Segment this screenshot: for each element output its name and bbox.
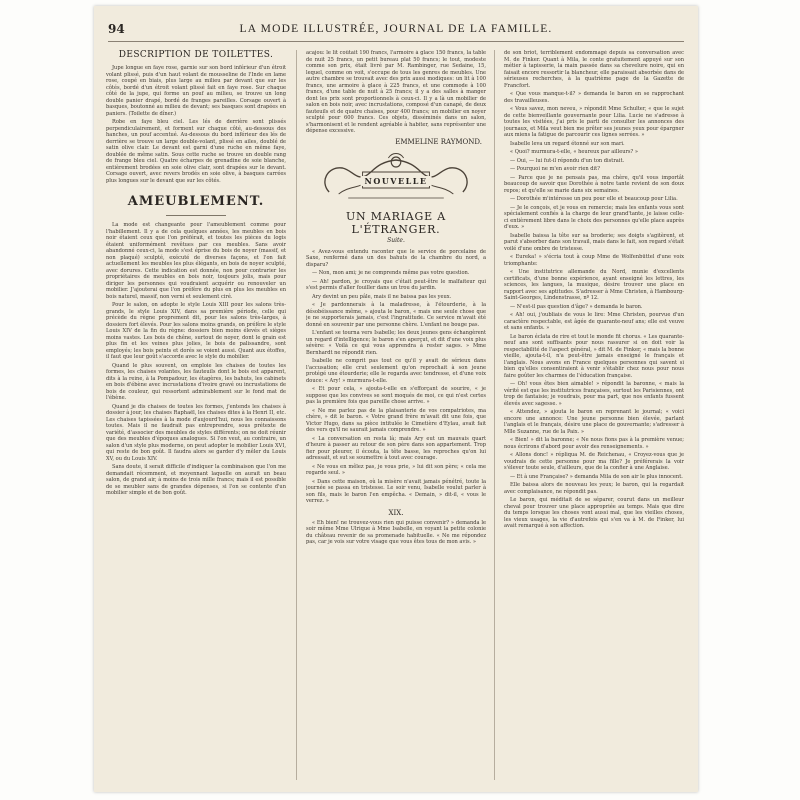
paragraph: La mode est changeante pour l'ameublement comme pour l'habillement. Il y a de cela quelques années, les meubles en bois noir étaient ceux que l'on préférait, et toutes les pièces du logis étaient uniformément revêtues par ces meubles. Sans avoir abandonné ceux-ci, la mode s'est éprise du bois de noyer (massif, et non plaqué) sculpté, exécuté de diverses façons, et l'on fait actuellement les meubles les plus élégants, en bois de noyer sculpté, avec dorures. Cette indication est donnée, non pour contrarier les propriétaires de meubles en bois noir, toujours jolis, mais pour diriger les personnes qui voudraient acquérir ou renouveler un mobilier. J'ajouterai que l'on préfère du plus en plus les meubles en bois naturel, massif, non verni et seulement ciré. (106, 222, 286, 300)
running-header (108, 21, 684, 42)
paragraph: « Bien! » dit la baronne; « Ne nous fions pas à la première venue; nous écrirons d'abord pour avoir des renseignements. » (504, 437, 684, 450)
page-number: 94 (108, 22, 125, 36)
paragraph: Isabelle ne comprit pas tout ce qu'il y avait de sérieux dans l'accusation; elle crut seulement qu'on reprochait à son jeune protégé une étourderie; elle le regarda avec tendresse, et d'une voix douce: « Ary! » murmura-t-elle. (306, 358, 486, 384)
paragraph: de son briot, terriblement endommagé depuis sa conversation avec M. de Finker. Quant à Mila, le conte gratuitement appuyé sur son métier à tapisserie, la main passée dans sa chevelure noire, qui en faisait encore ressortir la blancheur, elle paraissait absorbée dans de sérieuses recherches, à la quatrième page de la Gazette de Francfort. (504, 50, 684, 89)
paragraph: Isabelle baissa la tête sur sa broderie; ses doigts s'agitèrent, et parut s'absorber dans son travail, mais dans le fait, son regard s'était voilé d'une ombre de tristesse. (504, 232, 684, 252)
vignette-label: NOUVELLE (361, 176, 432, 186)
author-signature: EMMELINE RAYMOND. (395, 137, 482, 146)
paragraph: Ary devint un peu pâle, mais il ne baissa pas les yeux. (312, 293, 452, 300)
paragraph: « La conversation en resta là; mais Ary eut un mauvais quart d'heure à passer au retour de son père dans son appartement. Trop fier pour pleurer, il écouta, la tête basse, les reproches qu'on lui adressait, et sut se soumettre à tout avec courage. (306, 435, 486, 461)
paragraph: « Que vous manque-t-il? » demanda le baron en se rapprochant des travailleuses. (504, 91, 684, 104)
paragraph: « Ne me parlez pas de la plaisanterie de vos compatriotes, ma chère, » dit le baron. « Votre grand frère m'avait dit une fois, que Victor Hugo, dans sa pièce intitulée le Cimetière d'Eylau, avait fait des vers qu'il ne saurait jamais comprendre. » (306, 407, 486, 433)
paragraph: Isabelle leva un regard étonné sur son mari. (510, 140, 625, 147)
paragraph: Jupe longue en faye rose, garnie sur son bord inférieur d'un étroit volant plissé, puis d'un haut volant de mousseline de l'Inde en lame rose, coupé en biais, plus large au milieu par devant que sur les côtés, bordé d'un étroit volant plissé fait en faye rose. Sur chaque côté de la jupe, qui forme un pouf au milieu, se trouve un long double panier drapé, bordé de franges pareilles. Corsage ouvert à basques, boutonné au milieu de devant; ses basques sont drapées en paniers. (Toilette de dîner.) (106, 65, 286, 117)
column-1 (106, 50, 286, 782)
section-rule (166, 215, 226, 216)
paragraph: « Ah! oui, j'oubliais de vous le lire: Mme Christen, pourvue d'un caractère respectable, est âgée de quarante-neuf ans; elle est veuve et sans enfants. » (504, 312, 684, 331)
paragraph: — Oui, — lui fut-il répondu d'un ton distrait. (510, 157, 625, 164)
paragraph: — Pourquoi ne m'en avoir rien dit? (510, 166, 600, 172)
section-title-toilettes: DESCRIPTION DE TOILETTES. (118, 50, 274, 60)
column-divider (494, 50, 495, 780)
section-title-ameublement: AMEUBLEMENT. (127, 194, 265, 209)
paragraph: L'enfant se tourna vers Isabelle; les deux jeunes gens échangèrent un regard d'intelligence; le baron s'en aperçut, et dit d'une voix plus sévère: « Voilà ce qui vous apprendra à rester sages. » Mme Bernhardt ne répondit rien. (306, 330, 486, 356)
story-continued: Suite. (387, 236, 405, 244)
paragraph: « Vous savez, mon neveu, » répondit Mme Schulter, « que le sujet de cette bienveillante gouvernante pour Lilia. Lucie ne s'adresse à toutes les visitées, j'ai pris le parti de consulter les annonces des journaux, et Mila veut bien me prêter ses jeunes yeux pour épargner aux miens la fatigue de parcourir ces lignes serrées. » (504, 106, 684, 138)
paragraph: Le baron, qui méditait de se séparer, courut dans un meilleur cheval pour trouver une place appropriée au temps. Mais que dire du temps lorsque les choses vont aussi mal, que les vieilles choses, les vieux usages, la vie d'autrefois qui s'en va à M. de Finker, lui avait remarqué à son affection. (504, 497, 684, 529)
paragraph: Robe en faye bleu ciel. Les lés de derrière sont plissés perpendiculairement, et forment sur chaque côté, au-dessous des hanches, un pouf accentué. Au-dessous du bord inférieur des lés de derrière se trouve un large double-volant, plissé en ailes, doublé de satin olive clair. Le devant est garni d'une ruche en même faye, doublée de même satin. Sous cette ruche se trouve un double rang de frange bleu ciel. Quatre écharpes de grenadine de soie blanche, entièrement brodées en soie olive clair, sont drapées sur le devant. Corsage ouvert, avec revers brodés en soie olive, à basques carrées plus longues sur le devant que sur les côtés. (106, 119, 286, 184)
paragraph: — Non, mon ami; je ne comprends même pas votre question. (312, 270, 470, 276)
column-3 (504, 50, 684, 782)
paragraph: Sans doute, il serait difficile d'indiquer la combinaison que l'on me demandait récemment, et moyennant laquelle on aurait un beau salon, de grand air, à moins de trois mille francs; mais il est possible de se meubler sans de grandes dépenses, si l'on se contente d'un mobilier simple et de bon goût. (106, 464, 286, 496)
paragraph: « Ne vous en mêlez pas, je vous prie, » lui dit son père; « cela me regarde seul. » (306, 463, 486, 476)
column-divider (296, 50, 297, 780)
paragraph: — Parce que je ne pensais pas, ma chère, qu'il vous importât beaucoup de savoir que Dorothée à notre tante revient de son doux repos; et qu'elle se marie dans six semaines. (504, 174, 684, 194)
paragraph: « Dans cette maison, où la misère n'avait jamais pénétré, toute la journée se passa en tristesse. Le soir venu, Isabelle voulut parler à son fils, mais le baron l'en empêcha. « Demain, » dit-il, « vous le verrez. » (306, 478, 486, 504)
paragraph: acajou: le lit coûtait 190 francs, l'armoire à glace 150 francs, la table de nuit 25 francs, un petit bureau plat 50 francs; le tout, modeste comme son prix, était livré par M. Rambinger, rue Sedaine, 15, lequel, comme on voit, s'occupe de tous les genres de meubles. Une autre chambre se trouvait avec des prix aussi modiques: un lit à 100 francs, une armoire à glace à 225 francs, et une commode à 100 francs, d'une table de nuit à 25 francs; il y a des salles à manger dont les prix sont proportionnels à ceux-ci. Il y a là un mobilier de salon en bois noir, avec incrustations, composé d'un canapé, de deux fauteuils et de quatre chaises, pour 400 francs; un mobilier en noyer sculpté pour 600 francs. Ces objets, disséminés dans un salon, s'harmonisent et le rendent agréable à habiter, sans représenter une dépense excessive. (306, 50, 486, 134)
journal-page (94, 6, 698, 792)
paragraph: « Une institutrice allemande du Nord, munie d'excellents certificats, d'une bonne expérience, ayant enseigné les lettres, les sciences, les langues, la musique, désire trouver une place en rapport avec ses aptitudes. S'adresser à Mme Christen, à Hambourg-Saint-Georges, Lindenstrasse, nº 12. (504, 269, 684, 301)
column-2 (306, 50, 486, 782)
paragraph: Elle baissa alors de nouveau les yeux; le baron, qui la regardait avec complaisance, ne répondit pas. (504, 482, 684, 495)
paragraph: « Avez-vous entendu raconter que le service de porcelaine de Saxe, renfermé dans un des bahuts de la chambre du nord, a disparu? (306, 248, 486, 268)
paragraph: — N'est-il pas question d'âge? » demanda le baron. (510, 303, 643, 310)
decorative-vignette (310, 152, 482, 204)
paragraph: « Et pour cela, » ajouta-t-elle en s'efforçant de sourire, « je suppose que les convives se sont moqués de moi, ce qui n'est certes pas la première fois que pareille chose arrive. » (306, 386, 486, 405)
paragraph: « Attendez, » ajouta le baron en reprenant le journal; « voici encore une annonce: Une jeune personne bien élevée, parlant l'anglais et le français, désire une place de gouvernante; s'adresser à Mlle Suzanne, rue de la Paix. » (504, 409, 684, 435)
paragraph: — Je le conçois, et je vous en remercie; mais les enfants vous sont spécialement confiés à la charge de leur grand'tante, je laisse celle-ci entièrement libre dans le choix des personnes qu'elle place auprès d'eux. » (504, 204, 684, 230)
paragraph: Pour le salon, on adopte le style Louis XIII pour les salons très-grands, le style Louis XIV, dans sa première période, celle qui précède du règne proprement dit, pour les salons très-larges, à dossiers fort élevés. Pour les salons moins grands, on préfère le style Louis XIV de la fin du règne: dossiers bien moins élevés et sièges moins vastes. Les bois de chêne, surtout de noyer, dont le grain est plus fin et les veines plus jolies, le bois de palissandre, sont employés; les bois peints et dorés se voient aussi. Quant aux étoffes, il faut que leur goût s'accorde avec le style du mobilier. (106, 302, 286, 360)
paragraph: « Je pardonnerais à la maladresse, à l'étourderie, à la désobéissance même, » ajouta le baron, « mais une seule chose que je ne supporterais jamais, c'est l'ingratitude. Ce service m'avait été donné en souvenir par une personne chère. L'enfant ne bouge pas. (306, 302, 486, 328)
paragraph: — Dorothée m'intéresse un peu pour elle et beaucoup pour Lilia. (510, 196, 678, 202)
paragraph: Le baron éclata de rire et tout le monde fit chorus. « Les quarante-neuf ans sont suffisants pour nous rassurer si on doit voir la respectabilité de l'aspect général, » dit M. de Finker, « mais la bonne vieille, ajouta-t-il, n'a peut-être jamais enseigné le français et l'anglais. Nous avons en France quelques personnes qui savent si bien qu'elles consentiraient à venir s'établir chez nous pour nous faire goûter les charmes de l'éducation française. (504, 333, 684, 379)
paragraph: « Quoi? murmura-t-elle, « heureux par ailleurs? » (510, 149, 639, 155)
story-title: UN MARIAGE A L'ÉTRANGER. (345, 209, 447, 236)
paragraph: — Ah! pardon, je croyais que c'était peut-être le malfaiteur qui s'est permis d'aller fouiller dans un trou du jardin. (306, 278, 486, 291)
chapter-heading: XIX. (388, 508, 404, 517)
paragraph: « Allons donc! » répliqua M. de Reichenau, « Croyez-vous que je voudrais de cette personne pour ma fille? Je préférerais la voir s'élever toute seule, d'ailleurs, que de la confier à une Anglaise. (504, 452, 684, 471)
running-title: LA MODE ILLUSTRÉE, JOURNAL DE LA FAMILLE. (239, 23, 553, 35)
paragraph: « Eh bien! ne trouvez-vous rien qui puisse convenir? » demanda le soir même Mme Ulrique à Mme Isabelle, en voyant la petite colonie du château revenir de sa promenade habituelle. « Ne me répondez pas, car je vois sur votre visage que vous êtes tous de mon avis. » (306, 519, 486, 545)
paragraph: Quand le plus souvent, on emploie les chaises de toutes les formes, les chaises volantes, les fauteuils dont le bois est apparent, dits à la reine, à la Pompadour, les étagères, les bahuts, les cabinets en bois d'ébène avec incrustations d'ivoire gravé ou incrustations de bois de couleur, qui ressortent admirablement sur le fond mat de l'ébène. (106, 362, 286, 401)
paragraph: Quand je dis chaises de toutes les formes, j'entends les chaises à dossier à jour, les chaises Raphaël, les chaises dites à la Henri II, etc. Les chaises tapissées à la mode d'aujourd'hui, nous les connaissons toutes. Mais il ne faudrait pas entreprendre, sous prétexte de variété, d'associer des meubles de styles différents; on ne doit réunir que des meubles d'époques analogues. Si l'on veut, au contraire, un salon d'un style plus moderne, on peut adopter le mobilier Louis XVI, qui reste de bon goût. Il faudra alors se garder d'y mêler du Louis XV, ou du Louis XIV. (106, 403, 286, 462)
paragraph: — Oh! vous êtes bien aimable! » répondit la baronne, « mais la vérité est que les institutrices françaises, surtout les Parisiennes, ont trop de fantaisie; je voudrais, pour ma part, que nos enfants fussent élevés avec sagesse. » (504, 381, 684, 407)
paragraph: — Et à une Française? » demanda Mila de son air le plus innocent. (510, 473, 683, 480)
paragraph: « Eureka! » s'écria tout à coup Mme de Wolfenbüttel d'une voix triomphante: (504, 254, 684, 267)
